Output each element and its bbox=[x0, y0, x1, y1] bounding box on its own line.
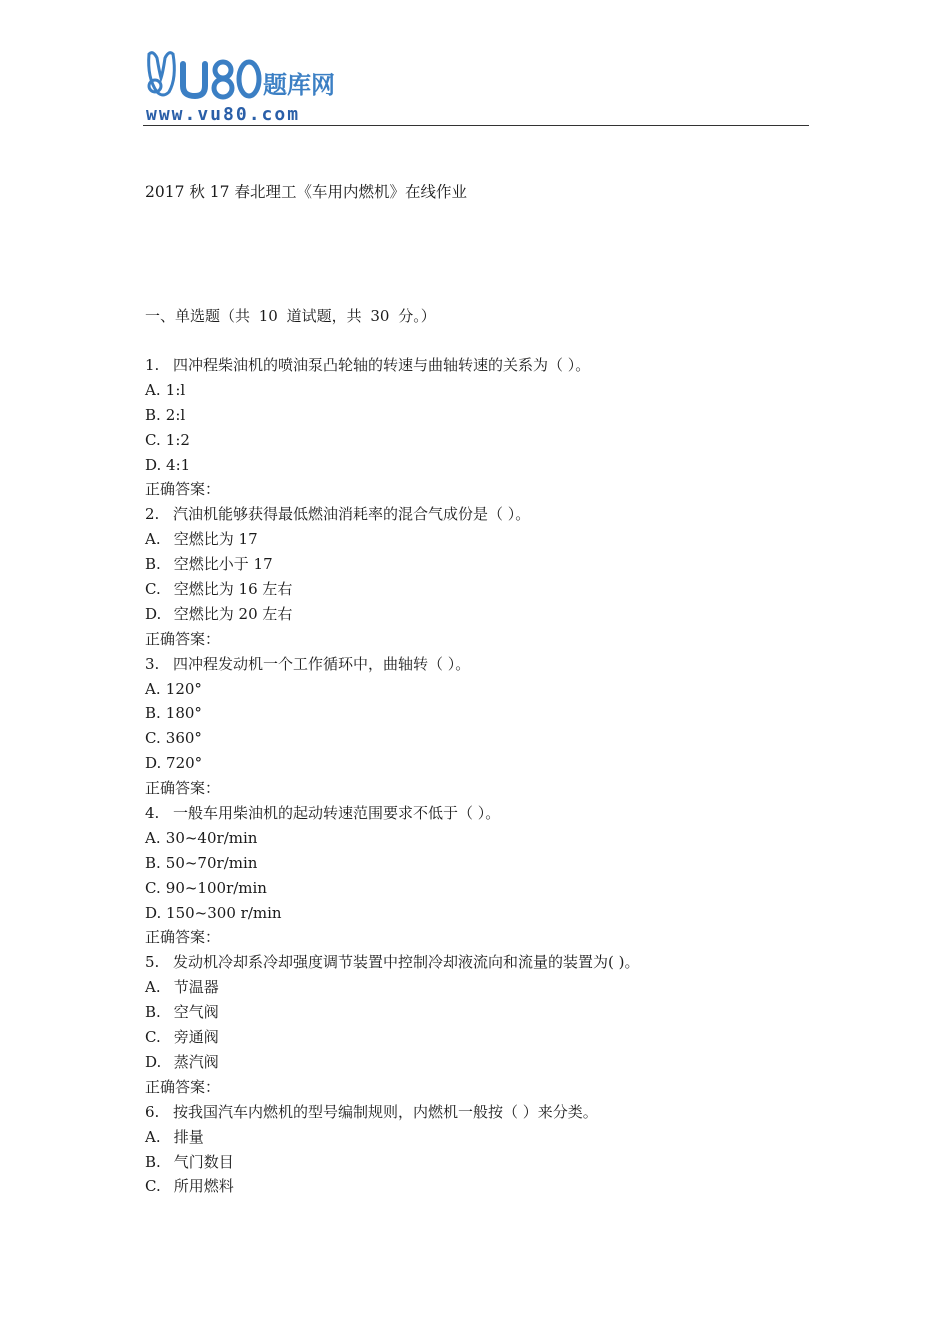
option-item bbox=[145, 403, 805, 428]
question-number: 5. bbox=[145, 953, 160, 972]
option-text: 90~100r/min bbox=[165, 878, 267, 897]
question-text: 四冲程柴油机的喷油泵凸轮轴的转速与曲轴转速的关系为（ ）。 bbox=[173, 356, 591, 374]
option-item bbox=[145, 826, 805, 851]
option-letter: B. bbox=[145, 555, 161, 574]
option-text: 所用燃料 bbox=[173, 1177, 234, 1196]
option-letter: A. bbox=[145, 679, 161, 698]
section-title: 一、单选题（共 10 道试题，共 30 分。） bbox=[145, 307, 436, 325]
option-letter: C. bbox=[145, 878, 161, 897]
answer-label: 正确答案： bbox=[145, 1077, 221, 1096]
question-list bbox=[145, 353, 805, 1199]
option-item bbox=[145, 1000, 805, 1025]
option-item bbox=[145, 901, 805, 926]
option-item bbox=[145, 726, 805, 751]
question-text: 汽油机能够获得最低燃油消耗率的混合气成份是（ ）。 bbox=[173, 505, 531, 524]
option-letter: A. bbox=[145, 828, 161, 847]
option-text: 蒸汽阀 bbox=[173, 1052, 219, 1071]
option-letter: B. bbox=[145, 405, 161, 424]
option-item bbox=[145, 1025, 805, 1050]
option-text: 360° bbox=[165, 729, 202, 748]
option-text: 排量 bbox=[173, 1127, 204, 1146]
option-item bbox=[145, 378, 805, 403]
question-stem bbox=[145, 1100, 805, 1125]
option-text: 气门数目 bbox=[173, 1152, 234, 1171]
option-letter: D. bbox=[145, 604, 162, 623]
answer-label: 正确答案： bbox=[145, 928, 221, 947]
option-letter: D. bbox=[145, 1052, 162, 1071]
question-number: 2. bbox=[145, 505, 160, 524]
option-text: 空燃比小于 17 bbox=[173, 555, 273, 574]
option-text: 节温器 bbox=[173, 978, 219, 997]
option-item bbox=[145, 453, 805, 478]
question-number: 4. bbox=[145, 804, 160, 823]
header-rule bbox=[143, 125, 809, 126]
option-text: 50~70r/min bbox=[165, 853, 258, 872]
option-text: 旁通阀 bbox=[173, 1028, 219, 1047]
option-item bbox=[145, 1125, 805, 1150]
option-item bbox=[145, 577, 805, 602]
question-number: 6. bbox=[145, 1102, 160, 1121]
option-letter: B. bbox=[145, 853, 161, 872]
option-item bbox=[145, 677, 805, 702]
option-letter: A. bbox=[145, 978, 161, 997]
option-item bbox=[145, 876, 805, 901]
question-text: 按我国汽车内燃机的型号编制规则，内燃机一般按（ ）来分类。 bbox=[173, 1102, 598, 1121]
option-item bbox=[145, 602, 805, 627]
question-stem bbox=[145, 353, 805, 378]
option-text: 1:2 bbox=[165, 430, 190, 449]
svg-text:题库网: 题库网 bbox=[263, 71, 335, 99]
option-item bbox=[145, 1150, 805, 1175]
option-item bbox=[145, 851, 805, 876]
option-letter: C. bbox=[145, 1028, 161, 1047]
option-text: 30~40r/min bbox=[165, 828, 258, 847]
option-item bbox=[145, 751, 805, 776]
option-letter: B. bbox=[145, 1152, 161, 1171]
option-letter: C. bbox=[145, 580, 161, 599]
option-text: 720° bbox=[166, 754, 203, 773]
question-stem bbox=[145, 502, 805, 527]
document-title: 2017 秋 17 春北理工《车用内燃机》在线作业 bbox=[145, 183, 467, 201]
answer-label: 正确答案： bbox=[145, 480, 221, 499]
option-item bbox=[145, 975, 805, 1000]
option-letter: D. bbox=[145, 754, 162, 773]
question-text: 一般车用柴油机的起动转速范围要求不低于（ ）。 bbox=[173, 804, 501, 823]
option-letter: A. bbox=[145, 380, 161, 399]
question-text: 四冲程发动机一个工作循环中，曲轴转（ ）。 bbox=[173, 654, 471, 673]
option-letter: C. bbox=[145, 430, 161, 449]
question-text: 发动机冷却系冷却强度调节装置中控制冷却液流向和流量的装置为( )。 bbox=[173, 953, 640, 972]
question-stem bbox=[145, 950, 805, 975]
option-item bbox=[145, 701, 805, 726]
vu80-logo bbox=[143, 48, 343, 124]
option-letter: D. bbox=[145, 903, 162, 922]
option-letter: C. bbox=[145, 729, 161, 748]
option-letter: B. bbox=[145, 1003, 161, 1022]
option-text: 120° bbox=[165, 679, 202, 698]
option-item bbox=[145, 428, 805, 453]
option-item bbox=[145, 1050, 805, 1075]
question-stem bbox=[145, 801, 805, 826]
option-text: 150~300 r/min bbox=[166, 903, 282, 922]
option-letter: D. bbox=[145, 455, 162, 474]
option-text: 180° bbox=[165, 704, 202, 723]
answer-label: 正确答案： bbox=[145, 779, 221, 798]
question-number: 3. bbox=[145, 654, 160, 673]
option-text: 4:1 bbox=[166, 455, 191, 474]
answer-label: 正确答案： bbox=[145, 629, 221, 648]
option-letter: B. bbox=[145, 704, 161, 723]
question-number: 1. bbox=[145, 356, 160, 374]
option-text: 空气阀 bbox=[173, 1003, 219, 1022]
option-letter: A. bbox=[145, 1127, 161, 1146]
option-letter: C. bbox=[145, 1177, 161, 1196]
logo-url-text: www.vu80.com bbox=[146, 104, 301, 124]
option-text: 2:l bbox=[165, 405, 186, 424]
question-stem bbox=[145, 652, 805, 677]
option-item bbox=[145, 1174, 805, 1199]
option-item bbox=[145, 552, 805, 577]
option-text: 空燃比为 20 左右 bbox=[173, 604, 293, 623]
option-letter: A. bbox=[145, 530, 161, 549]
option-text: 1:l bbox=[165, 380, 186, 399]
option-text: 空燃比为 16 左右 bbox=[173, 580, 293, 599]
page-header bbox=[143, 48, 809, 128]
option-item bbox=[145, 527, 805, 552]
option-text: 空燃比为 17 bbox=[173, 530, 258, 549]
